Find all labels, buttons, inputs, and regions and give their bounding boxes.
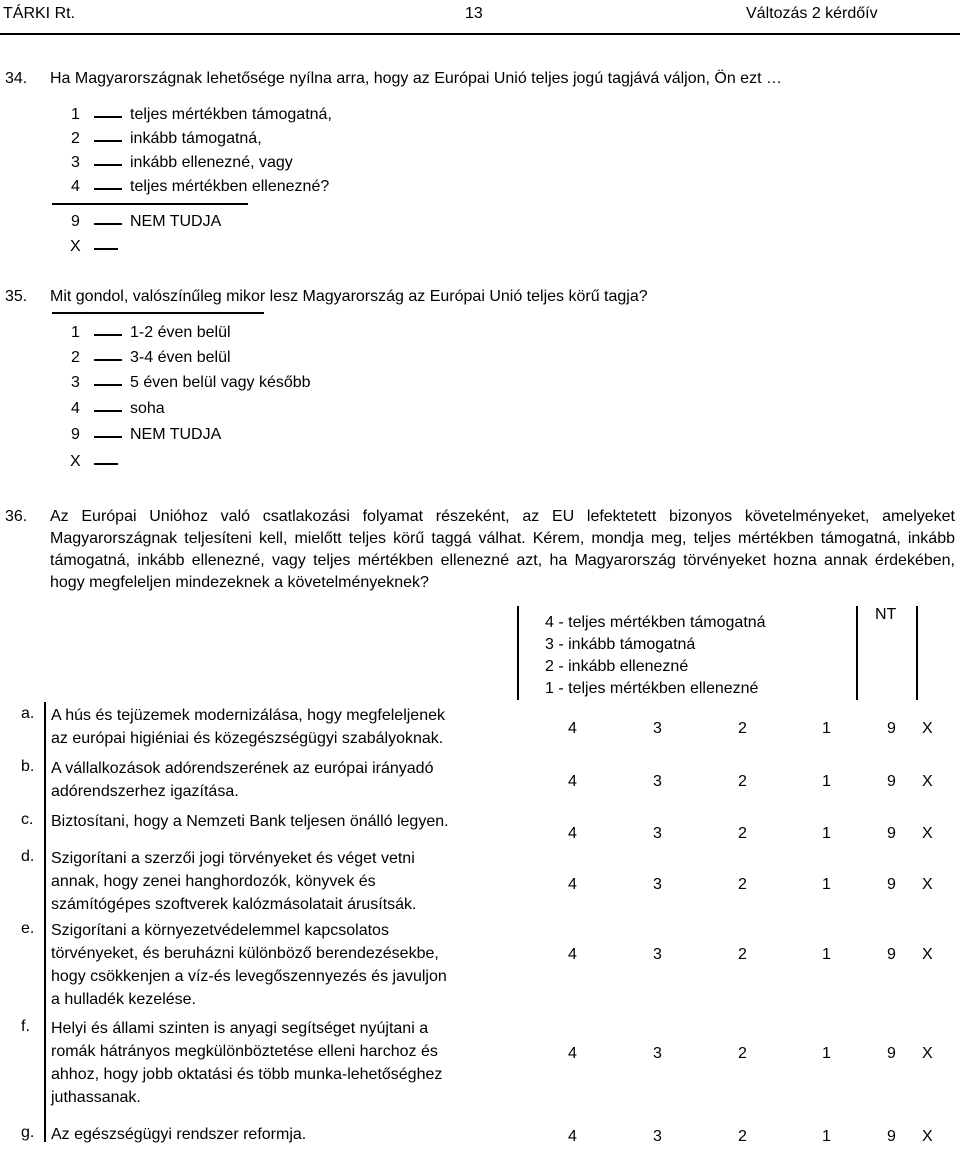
q35-code-4[interactable]: 4	[71, 400, 80, 417]
response-code-4[interactable]: 4	[568, 1045, 577, 1062]
response-code-4[interactable]: 4	[568, 876, 577, 893]
scale-left-border	[517, 606, 519, 700]
response-code-4[interactable]: 4	[568, 825, 577, 842]
nt-header: NT	[875, 606, 897, 623]
item-text-line: A hús és tejüzemek modernizálása, hogy megfeleljenek	[51, 707, 445, 724]
item-text-line: törvényeket, és beruházni különböző berendezésekbe,	[51, 945, 439, 962]
item-text-line: Szigorítani a szerzői jogi törvényeket és véget vetni	[51, 850, 415, 867]
item-text-line: Az egészségügyi rendszer reformja.	[51, 1126, 307, 1143]
response-code-4[interactable]: 4	[568, 773, 577, 790]
q35-code-3[interactable]: 3	[71, 374, 80, 391]
scale-label-2: 2 - inkább ellenezné	[545, 658, 689, 675]
q36-text: Az Európai Unióhoz való csatlakozási folyamat részeként, az EU lefektetett bizonyos követelményeket, amelyeket Magyarországnak teljesíteni kell, mielőtt teljes körű taggá válhat. Kérem, mondja meg, teljes mértékben támogatná, inkább támogatná, inkább ellenezné, vagy teljes mértékben ellenezné azt, ha Magyarország törvényeket hozna annak érdekében, hogy megfeleljen mindezeknek a követelményeknek?	[50, 508, 955, 591]
item-text-line: az európai higiéniai és közegészségügyi szabályoknak.	[51, 730, 444, 747]
item-text-line: a hulladék kezelése.	[51, 991, 196, 1008]
response-code-4[interactable]: 4	[568, 1128, 577, 1145]
response-code-3[interactable]: 3	[653, 773, 662, 790]
q34-code-3[interactable]: 3	[71, 154, 80, 171]
q34-code-4[interactable]: 4	[71, 178, 80, 195]
q35-code-2[interactable]: 2	[71, 349, 80, 366]
q34-number: 34.	[5, 70, 28, 87]
q34-code-1[interactable]: 1	[71, 106, 80, 123]
response-code-9[interactable]: 9	[887, 1045, 896, 1062]
response-code-4[interactable]: 4	[568, 720, 577, 737]
response-code-9[interactable]: 9	[887, 720, 896, 737]
header-right: Változás 2 kérdőív	[746, 5, 878, 22]
item-letter: b.	[21, 758, 35, 775]
item-text-line: Helyi és állami szinten is anyagi segítséget nyújtani a	[51, 1020, 429, 1037]
response-code-2[interactable]: 2	[738, 946, 747, 963]
q35-code-9[interactable]: 9	[71, 426, 80, 443]
response-code-x[interactable]: X	[922, 773, 933, 790]
q35-dash-2	[94, 359, 122, 361]
item-text-line: romák hátrányos megkülönböztetése elleni harchoz és	[51, 1043, 438, 1060]
item-letter: e.	[21, 920, 35, 937]
header-rule	[0, 33, 960, 35]
response-code-3[interactable]: 3	[653, 946, 662, 963]
q35-underline	[52, 312, 264, 314]
q34-label-3: inkább ellenezné, vagy	[130, 154, 293, 171]
response-code-x[interactable]: X	[922, 825, 933, 842]
response-code-3[interactable]: 3	[653, 1045, 662, 1062]
items-left-border	[44, 702, 46, 1142]
response-code-2[interactable]: 2	[738, 876, 747, 893]
q35-code-x[interactable]: X	[70, 453, 81, 470]
scale-right-border	[916, 606, 918, 700]
q35-dash-3	[94, 384, 122, 386]
q34-code-x[interactable]: X	[70, 238, 81, 255]
item-text-line: számítógépes szoftverek kalózmásolatait árusítsák.	[51, 896, 417, 913]
q35-dash-4	[94, 410, 122, 412]
header-left: TÁRKI Rt.	[3, 5, 76, 22]
item-letter: c.	[21, 811, 34, 828]
item-text-line: A vállalkozások adórendszerének az európai irányadó	[51, 760, 434, 777]
response-code-9[interactable]: 9	[887, 946, 896, 963]
q35-number: 35.	[5, 288, 28, 305]
item-text-line: ahhoz, hogy jobb oktatási és több munka-lehetőséghez	[51, 1066, 443, 1083]
scale-mid-border	[856, 606, 858, 700]
response-code-x[interactable]: X	[922, 1045, 933, 1062]
response-code-x[interactable]: X	[922, 946, 933, 963]
response-code-x[interactable]: X	[922, 876, 933, 893]
response-code-9[interactable]: 9	[887, 876, 896, 893]
response-code-1[interactable]: 1	[822, 720, 831, 737]
q35-code-1[interactable]: 1	[71, 324, 80, 341]
item-letter: a.	[21, 705, 35, 722]
response-code-3[interactable]: 3	[653, 720, 662, 737]
q34-label-9: NEM TUDJA	[130, 213, 222, 230]
item-text-line: Biztosítani, hogy a Nemzeti Bank teljesen önálló legyen.	[51, 813, 449, 830]
item-text-line: juthassanak.	[51, 1089, 141, 1106]
response-code-2[interactable]: 2	[738, 720, 747, 737]
q34-dash-4	[94, 188, 122, 190]
response-code-3[interactable]: 3	[653, 1128, 662, 1145]
scale-label-3: 3 - inkább támogatná	[545, 636, 696, 653]
response-code-9[interactable]: 9	[887, 825, 896, 842]
q34-dash-1	[94, 116, 122, 118]
q36-paragraph	[5, 506, 955, 594]
response-code-3[interactable]: 3	[653, 876, 662, 893]
q35-label-1: 1-2 éven belül	[130, 324, 231, 341]
response-code-4[interactable]: 4	[568, 946, 577, 963]
response-code-1[interactable]: 1	[822, 773, 831, 790]
response-code-x[interactable]: X	[922, 720, 933, 737]
response-code-2[interactable]: 2	[738, 1128, 747, 1145]
q34-code-9[interactable]: 9	[71, 213, 80, 230]
q34-code-2[interactable]: 2	[71, 130, 80, 147]
response-code-9[interactable]: 9	[887, 773, 896, 790]
item-letter: g.	[21, 1124, 35, 1141]
item-letter: f.	[21, 1018, 30, 1035]
q35-dash-x	[94, 463, 118, 465]
response-code-2[interactable]: 2	[738, 825, 747, 842]
q34-dash-2	[94, 140, 122, 142]
q35-label-9: NEM TUDJA	[130, 426, 222, 443]
q36-number: 36.	[5, 508, 28, 525]
q35-label-2: 3-4 éven belül	[130, 349, 231, 366]
item-text-line: adórendszerhez igazítása.	[51, 783, 239, 800]
item-text-line: hogy csökkenjen a víz-és levegőszennyezés és javuljon	[51, 968, 447, 985]
q34-separator	[52, 203, 248, 205]
response-code-2[interactable]: 2	[738, 773, 747, 790]
item-text-line: annak, hogy zenei hanghordozók, könyvek és	[51, 873, 376, 890]
q34-dash-x	[94, 248, 118, 250]
q34-text: Ha Magyarországnak lehetősége nyílna arra, hogy az Európai Unió teljes jogú tagjává váljon, Ön ezt …	[50, 70, 782, 87]
response-code-x[interactable]: X	[922, 1128, 933, 1145]
q35-text: Mit gondol, valószínűleg mikor lesz Magyarország az Európai Unió teljes körű tagja?	[50, 288, 648, 305]
response-code-1[interactable]: 1	[822, 1128, 831, 1145]
q34-label-1: teljes mértékben támogatná,	[130, 106, 332, 123]
q34-label-4: teljes mértékben ellenezné?	[130, 178, 330, 195]
item-text-line: Szigorítani a környezetvédelemmel kapcsolatos	[51, 922, 389, 939]
scale-label-4: 4 - teljes mértékben támogatná	[545, 614, 766, 631]
response-code-1[interactable]: 1	[822, 946, 831, 963]
q35-dash-1	[94, 334, 122, 336]
response-code-1[interactable]: 1	[822, 825, 831, 842]
q34-label-2: inkább támogatná,	[130, 130, 262, 147]
response-code-3[interactable]: 3	[653, 825, 662, 842]
response-code-9[interactable]: 9	[887, 1128, 896, 1145]
item-letter: d.	[21, 848, 35, 865]
page-number: 13	[465, 5, 483, 22]
q34-dash-9	[94, 223, 122, 225]
q35-label-3: 5 éven belül vagy később	[130, 374, 311, 391]
q35-label-4: soha	[130, 400, 165, 417]
q35-dash-9	[94, 436, 122, 438]
response-code-1[interactable]: 1	[822, 876, 831, 893]
response-code-2[interactable]: 2	[738, 1045, 747, 1062]
response-code-1[interactable]: 1	[822, 1045, 831, 1062]
q34-dash-3	[94, 164, 122, 166]
scale-label-1: 1 - teljes mértékben ellenezné	[545, 680, 759, 697]
